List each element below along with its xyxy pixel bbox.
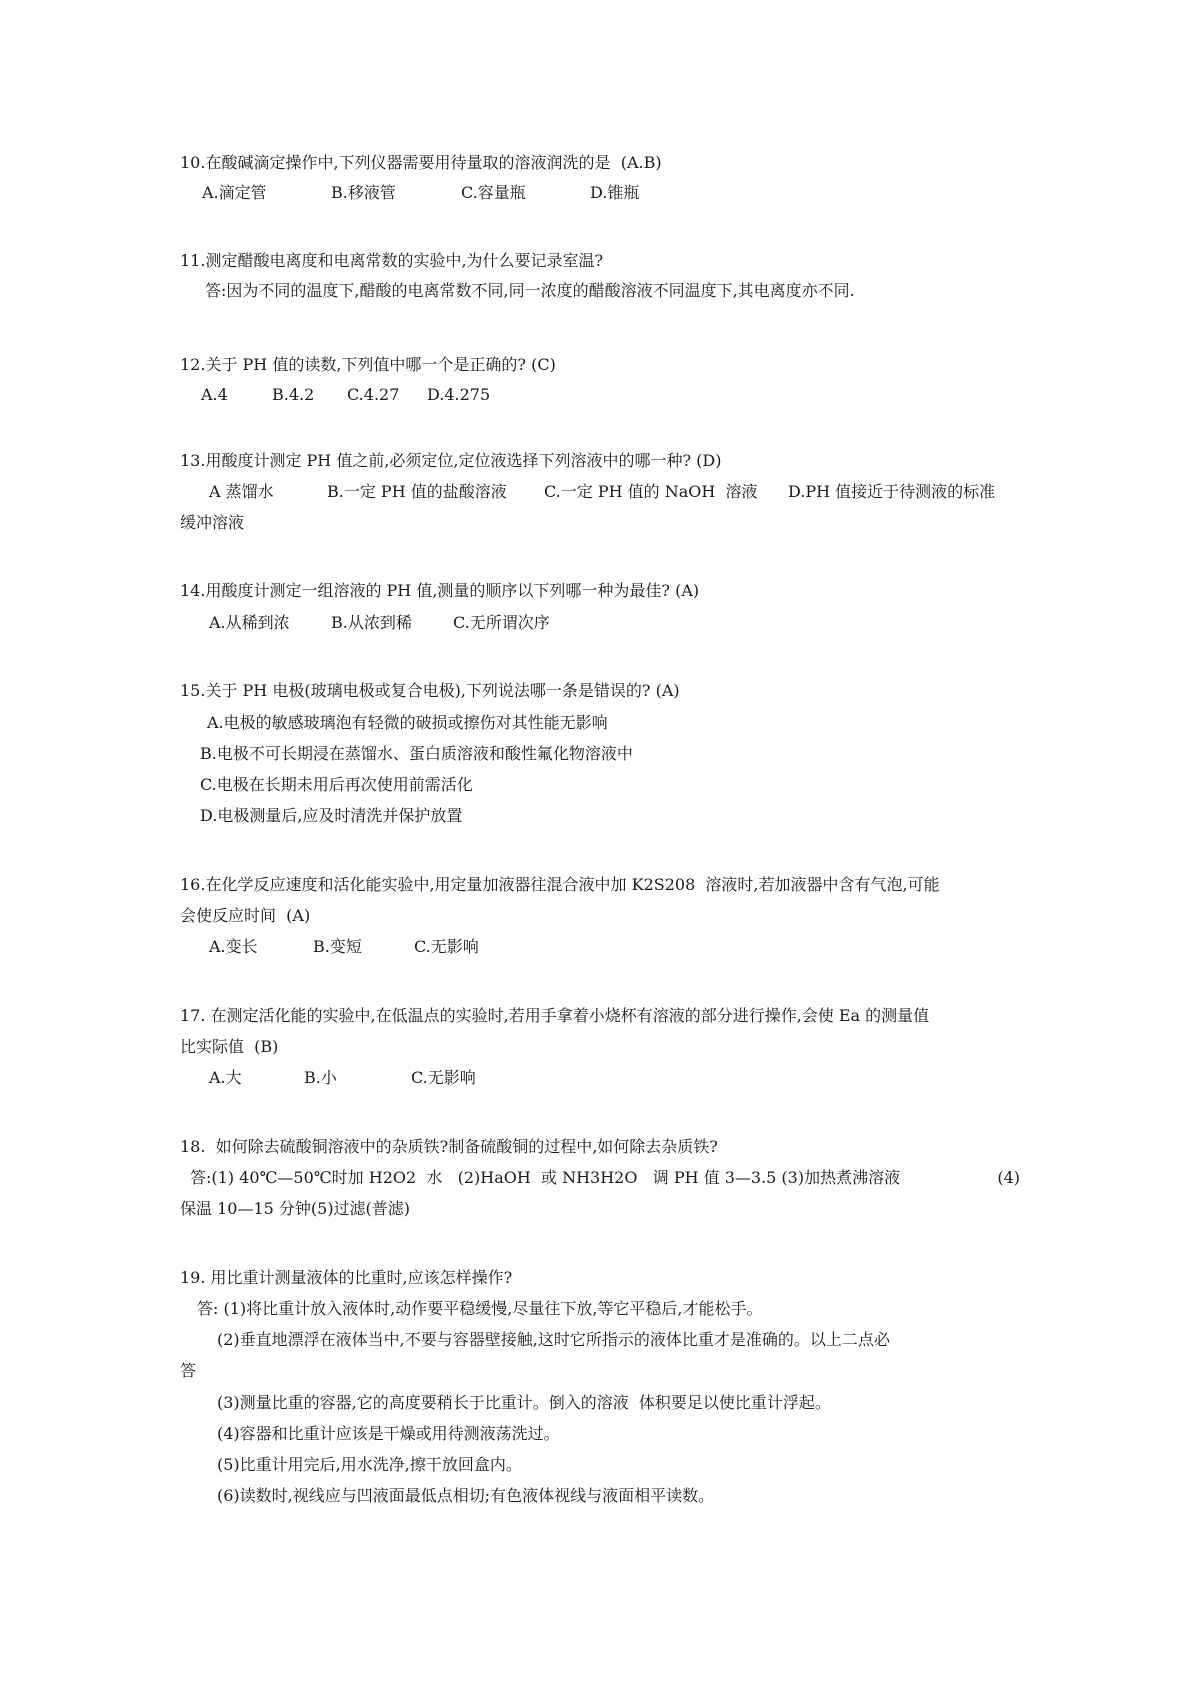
question-14-option-c: C.无所谓次序 [453, 613, 550, 632]
question-19-stem: 19. 用比重计测量液体的比重时,应该怎样操作? [180, 1268, 513, 1287]
question-13-option-b: B.一定 PH 值的盐酸溶液 [327, 482, 507, 501]
question-12-stem: 12.关于 PH 值的读数,下列值中哪一个是正确的? (C) [180, 355, 556, 374]
question-18-answer-steps: 答:(1) 40℃—50℃时加 H2O2 水 (2)HaOH 或 NH3H2O 调 PH 值 3—3.5 (3)加热煮沸溶液 [190, 1168, 901, 1187]
question-17-option-b: B.小 [304, 1068, 337, 1087]
question-16-option-a: A.变长 [209, 937, 258, 956]
question-10-option-d: D.锥瓶 [590, 183, 640, 202]
question-12-option-c: C.4.27 [347, 385, 400, 404]
question-10-option-c: C.容量瓶 [461, 183, 526, 202]
question-10-option-a: A.滴定管 [202, 183, 267, 202]
question-13-option-c: C.一定 PH 值的 NaOH 溶液 [544, 482, 758, 501]
question-14-option-a: A.从稀到浓 [209, 613, 290, 632]
question-19-answer-5: (5)比重计用完后,用水洗净,擦干放回盒内。 [217, 1455, 522, 1474]
question-18-answer-line1 [190, 1167, 1020, 1189]
question-16-option-c: C.无影响 [414, 937, 479, 956]
question-17-stem-line1: 17. 在测定活化能的实验中,在低温点的实验时,若用手拿着小烧杯有溶液的部分进行操作,会使 Ea 的测量值 [180, 1006, 930, 1025]
question-15-option-b: B.电极不可长期浸在蒸馏水、蛋白质溶液和酸性氟化物溶液中 [200, 744, 633, 763]
question-18-answer-line2: 保温 10—15 分钟(5)过滤(普滤) [180, 1199, 411, 1218]
question-15-option-a: A.电极的敏感玻璃泡有轻微的破损或擦伤对其性能无影响 [207, 713, 608, 732]
question-11-answer: 答:因为不同的温度下,醋酸的电离常数不同,同一浓度的醋酸溶液不同温度下,其电离度亦不同. [205, 281, 855, 300]
question-10-stem: 10.在酸碱滴定操作中,下列仪器需要用待量取的溶液润洗的是 (A.B) [180, 153, 662, 172]
question-11-stem: 11.测定醋酸电离度和电离常数的实验中,为什么要记录室温? [180, 251, 604, 270]
question-10-option-b: B.移液管 [331, 183, 396, 202]
question-16-option-b: B.变短 [313, 937, 362, 956]
question-12-option-a: A.4 [201, 385, 228, 404]
question-15-stem: 15.关于 PH 电极(玻璃电极或复合电极),下列说法哪一条是错误的? (A) [180, 681, 680, 700]
question-18-stem: 18. 如何除去硫酸铜溶液中的杂质铁?制备硫酸铜的过程中,如何除去杂质铁? [180, 1137, 718, 1156]
question-19-answer-6: (6)读数时,视线应与凹液面最低点相切;有色液体视线与液面相平读数。 [217, 1486, 715, 1505]
question-16-stem-line2: 会使反应时间 (A) [180, 906, 311, 925]
question-17-option-a: A.大 [209, 1068, 242, 1087]
question-14-option-b: B.从浓到稀 [331, 613, 412, 632]
question-12-option-b: B.4.2 [272, 385, 315, 404]
question-18-answer-step4-marker: (4) [997, 1168, 1020, 1187]
question-13-option-d: D.PH 值接近于待测液的标准 [788, 482, 996, 501]
question-19-answer-2-line2: 答 [180, 1361, 197, 1380]
question-17-option-c: C.无影响 [411, 1068, 476, 1087]
question-19-answer-1: 答: (1)将比重计放入液体时,动作要平稳缓慢,尽量往下放,等它平稳后,才能松手。 [197, 1299, 763, 1318]
question-13-stem: 13.用酸度计测定 PH 值之前,必须定位,定位液选择下列溶液中的哪一种? (D) [180, 451, 722, 470]
question-15-option-c: C.电极在长期未用后再次使用前需活化 [200, 775, 473, 794]
question-12-option-d: D.4.275 [427, 385, 491, 404]
question-15-option-d: D.电极测量后,应及时清洗并保护放置 [200, 806, 463, 825]
question-14-stem: 14.用酸度计测定一组溶液的 PH 值,测量的顺序以下列哪一种为最佳? (A) [180, 581, 700, 600]
question-13-option-d-continued: 缓冲溶液 [180, 513, 245, 532]
question-13-option-a: A 蒸馏水 [209, 482, 274, 501]
question-16-stem-line1: 16.在化学反应速度和活化能实验中,用定量加液器往混合液中加 K2S208 溶液时,若加液器中含有气泡,可能 [180, 875, 940, 894]
question-19-answer-3: (3)测量比重的容器,它的高度要稍长于比重计。倒入的溶液 体积要足以使比重计浮起。 [217, 1393, 831, 1412]
question-19-answer-4: (4)容器和比重计应该是干燥或用待测液荡洗过。 [217, 1424, 560, 1443]
question-17-stem-line2: 比实际值 (B) [180, 1037, 279, 1056]
question-19-answer-2-line1: (2)垂直地漂浮在液体当中,不要与容器壁接触,这时它所指示的液体比重才是准确的。以上二点必 [217, 1330, 890, 1349]
